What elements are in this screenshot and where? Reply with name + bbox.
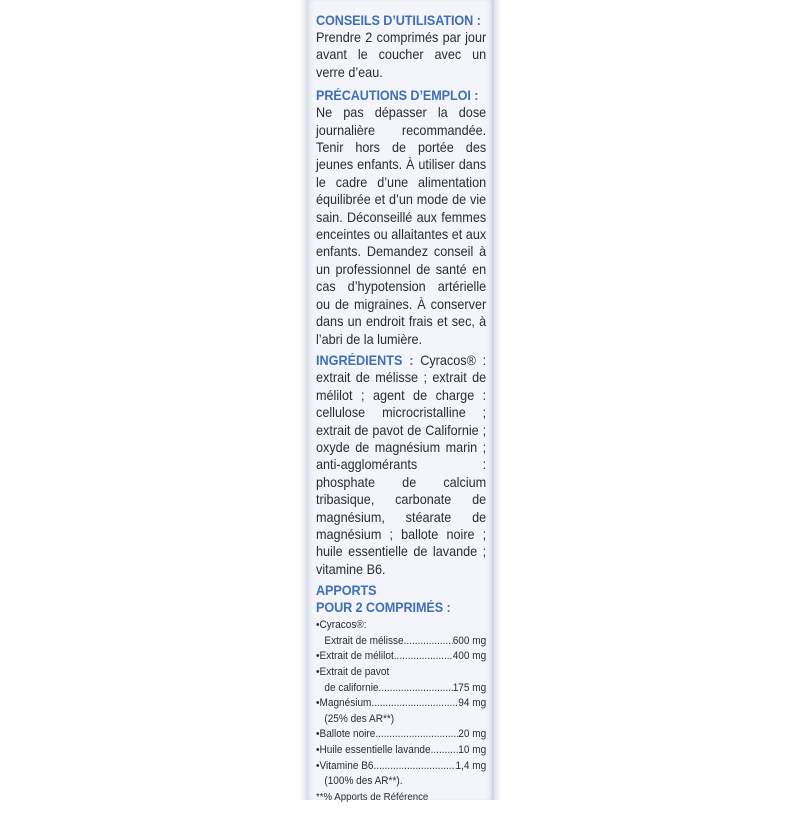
leader-dots (431, 743, 459, 759)
apports-row (316, 681, 486, 697)
leader-dots (379, 681, 453, 697)
precautions-text (316, 104, 486, 348)
leader-dots (394, 649, 453, 665)
apports-label: •Magnésium (316, 697, 372, 710)
apports-row (316, 696, 486, 712)
apports-row (316, 634, 486, 650)
leader-dots (404, 634, 453, 650)
apports-label: Extrait de mélisse (324, 634, 404, 647)
apports-value: 10 mg (458, 743, 487, 756)
apports-value: 400 mg (452, 650, 487, 663)
apports-row (316, 618, 486, 634)
conseils-paragraph: Prendre 2 comprimés par jour avant le coucher avec un verre d’eau. (316, 30, 487, 80)
apports-label: •Cyracos®: (316, 619, 367, 632)
ingredients-paragraph (316, 352, 486, 578)
apports-value: 20 mg (458, 728, 487, 741)
apports-label: •Huile essentielle lavande (316, 743, 431, 756)
ingredients-list: Cyracos® : extrait de mélisse ; extrait de mélilot ; agent de charge : cellulose microcristalline ; extrait de pavot de Californie ; oxyde de magnésium marin ; anti-agglomérants : phosphate de calcium tribasique, carbonate de magnésium, stéarate de magnésium ; ballote noire ; huile essentielle de lavande ; vitamine B6. (316, 352, 487, 577)
apports-label: •Ballote noire (316, 728, 376, 741)
apports-label: •Vitamine B6 (316, 759, 374, 772)
leader-dots (375, 727, 458, 743)
apports-label: •Extrait de mélilot (316, 650, 394, 663)
apports-label: •Extrait de pavot (316, 665, 390, 678)
precautions-heading: PRÉCAUTIONS D’EMPLOI : (316, 88, 479, 104)
apports-value: 1,4 mg (455, 759, 487, 772)
apports-row (316, 665, 486, 681)
ingredients-heading: INGRÉDIENTS : (316, 352, 414, 368)
leader-dots (371, 696, 458, 712)
apports-value: 600 mg (452, 634, 487, 647)
apports-label: (25% des AR**) (324, 712, 395, 725)
apports-row (316, 649, 486, 665)
apports-label: de californie (324, 681, 379, 694)
apports-row (316, 774, 486, 790)
apports-value: 94 mg (458, 697, 487, 710)
ingredients-section (316, 352, 486, 578)
precautions-paragraph: Ne pas dépasser la dose journalière recommandée. Tenir hors de portée des jeunes enfants. À utiliser dans le cadre d’une alimentation équilibrée et d’un mode de vie sain. Déconseillé aux femmes enceintes ou allaitantes et aux enfants. Demandez conseil à un professionnel de santé en cas d’hypotension artérielle ou de migraines. À conserver dans un endroit frais et sec, à l’abri de la lumière. (316, 105, 487, 347)
apports-list (316, 618, 486, 805)
conseils-section (316, 12, 486, 81)
apports-value: 175 mg (452, 681, 487, 694)
conseils-heading: CONSEILS D’UTILISATION : (316, 13, 481, 28)
apports-heading-line2: POUR 2 COMPRIMÉS : (316, 600, 451, 616)
apports-row (316, 712, 486, 728)
apports-row (316, 759, 486, 775)
precautions-section (316, 87, 486, 348)
apports-row (316, 727, 486, 743)
conseils-text (316, 29, 486, 81)
label-text-column (316, 12, 486, 813)
package-edge-right (492, 0, 501, 800)
apports-section (316, 582, 486, 805)
ingredients-text (316, 352, 486, 578)
footnote: **% Apports de Référence (316, 791, 429, 803)
apports-row (316, 743, 486, 759)
leader-dots (373, 759, 455, 775)
apports-label: (100% des AR**). (324, 775, 403, 788)
apports-heading-line1: APPORTS (316, 583, 377, 599)
